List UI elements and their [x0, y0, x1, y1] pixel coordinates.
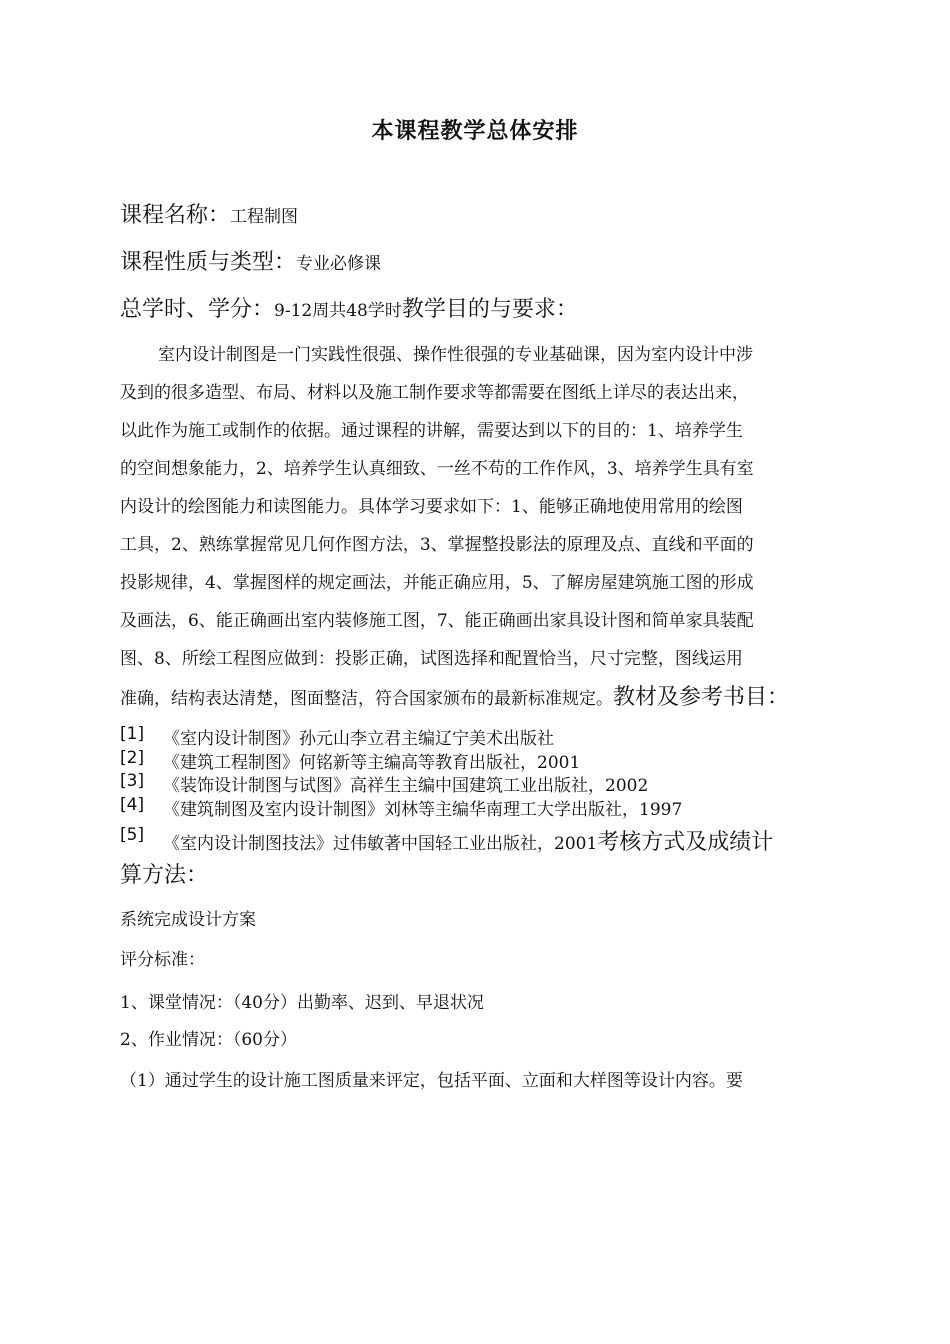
- reference-text-row: [163, 825, 773, 856]
- grading-item: （1）通过学生的设计施工图质量来评定，包括平面、立面和大样图等设计内容。要: [120, 1071, 743, 1091]
- paragraph-line: 准确，结构表达清楚，图面整洁，符合国家颁布的最新标准规定。: [120, 689, 613, 709]
- assessment-method: 系统完成设计方案: [120, 910, 256, 930]
- paragraph-line: 及画法，6、能正确画出室内装修施工图，7、能正确画出家具设计图和简单家具装配: [120, 611, 754, 631]
- reference-number: [2]: [120, 748, 145, 768]
- reference-number: [3]: [120, 771, 145, 791]
- paragraph-line: 图、8、所绘工程图应做到：投影正确，试图选择和配置恰当，尺寸完整，图线运用: [120, 649, 743, 669]
- reference-text: 《室内设计制图》孙元山李立君主编辽宁美术出版社: [163, 729, 554, 749]
- paragraph-line: 以此作为施工或制作的依据。通过课程的讲解，需要达到以下的目的：1、培养学生: [120, 421, 743, 441]
- paragraph-line: 内设计的绘图能力和读图能力。具体学习要求如下：1、能够正确地使用常用的绘图: [120, 497, 743, 517]
- references-heading: 教材及参考书目：: [613, 685, 790, 710]
- hours-value: 9-12周共48学时: [274, 301, 402, 321]
- paragraph-line-last: [120, 680, 789, 711]
- course-name-row: [120, 198, 298, 229]
- reference-number: [1]: [120, 724, 145, 744]
- paragraph-line: 室内设计制图是一门实践性很强、操作性很强的专业基础课，因为室内设计中涉: [158, 345, 753, 365]
- assessment-heading-continued: 算方法：: [120, 863, 209, 888]
- course-type-row: [120, 245, 381, 276]
- grading-label: 评分标准：: [120, 950, 205, 970]
- reference-number: [5]: [120, 825, 145, 845]
- course-name-label: 课程名称：: [120, 203, 231, 228]
- reference-text: 《室内设计制图技法》过伟敏著中国轻工业出版社，2001: [163, 834, 598, 854]
- hours-row: [120, 292, 578, 323]
- objectives-paragraph: [120, 340, 832, 720]
- page-title: 本课程教学总体安排: [371, 118, 579, 144]
- course-type-label: 课程性质与类型：: [120, 250, 297, 275]
- course-name-value: 工程制图: [230, 207, 299, 227]
- reference-text: 《装饰设计制图与试图》高祥生主编中国建筑工业出版社，2002: [163, 776, 649, 796]
- paragraph-line: 的空间想象能力，2、培养学生认真细致、一丝不苟的工作作风，3、培养学生具有室: [120, 459, 754, 479]
- paragraph-line: 工具，2、熟练掌握常见几何作图方法，3、掌握整投影法的原理及点、直线和平面的: [120, 535, 754, 555]
- hours-label: 总学时、学分：: [120, 297, 275, 322]
- paragraph-line: 及到的很多造型、布局、材料以及施工制作要求等都需要在图纸上详尽的表达出来，: [120, 383, 749, 403]
- course-type-value: 专业必修课: [296, 254, 382, 274]
- reference-number: [4]: [120, 795, 145, 815]
- grading-item: 2、作业情况：（60分）: [120, 1030, 297, 1050]
- reference-text: 《建筑制图及室内设计制图》刘林等主编华南理工大学出版社，1997: [163, 800, 683, 820]
- objectives-heading: 教学目的与要求：: [401, 297, 578, 322]
- paragraph-line: 投影规律，4、掌握图样的规定画法，并能正确应用，5、了解房屋建筑施工图的形成: [120, 573, 754, 593]
- grading-item: 1、课堂情况：（40分）出勤率、迟到、早退状况: [120, 993, 484, 1013]
- assessment-heading: 考核方式及成绩计: [597, 830, 774, 855]
- reference-text: 《建筑工程制图》何铭新等主编高等教育出版社，2001: [163, 753, 581, 773]
